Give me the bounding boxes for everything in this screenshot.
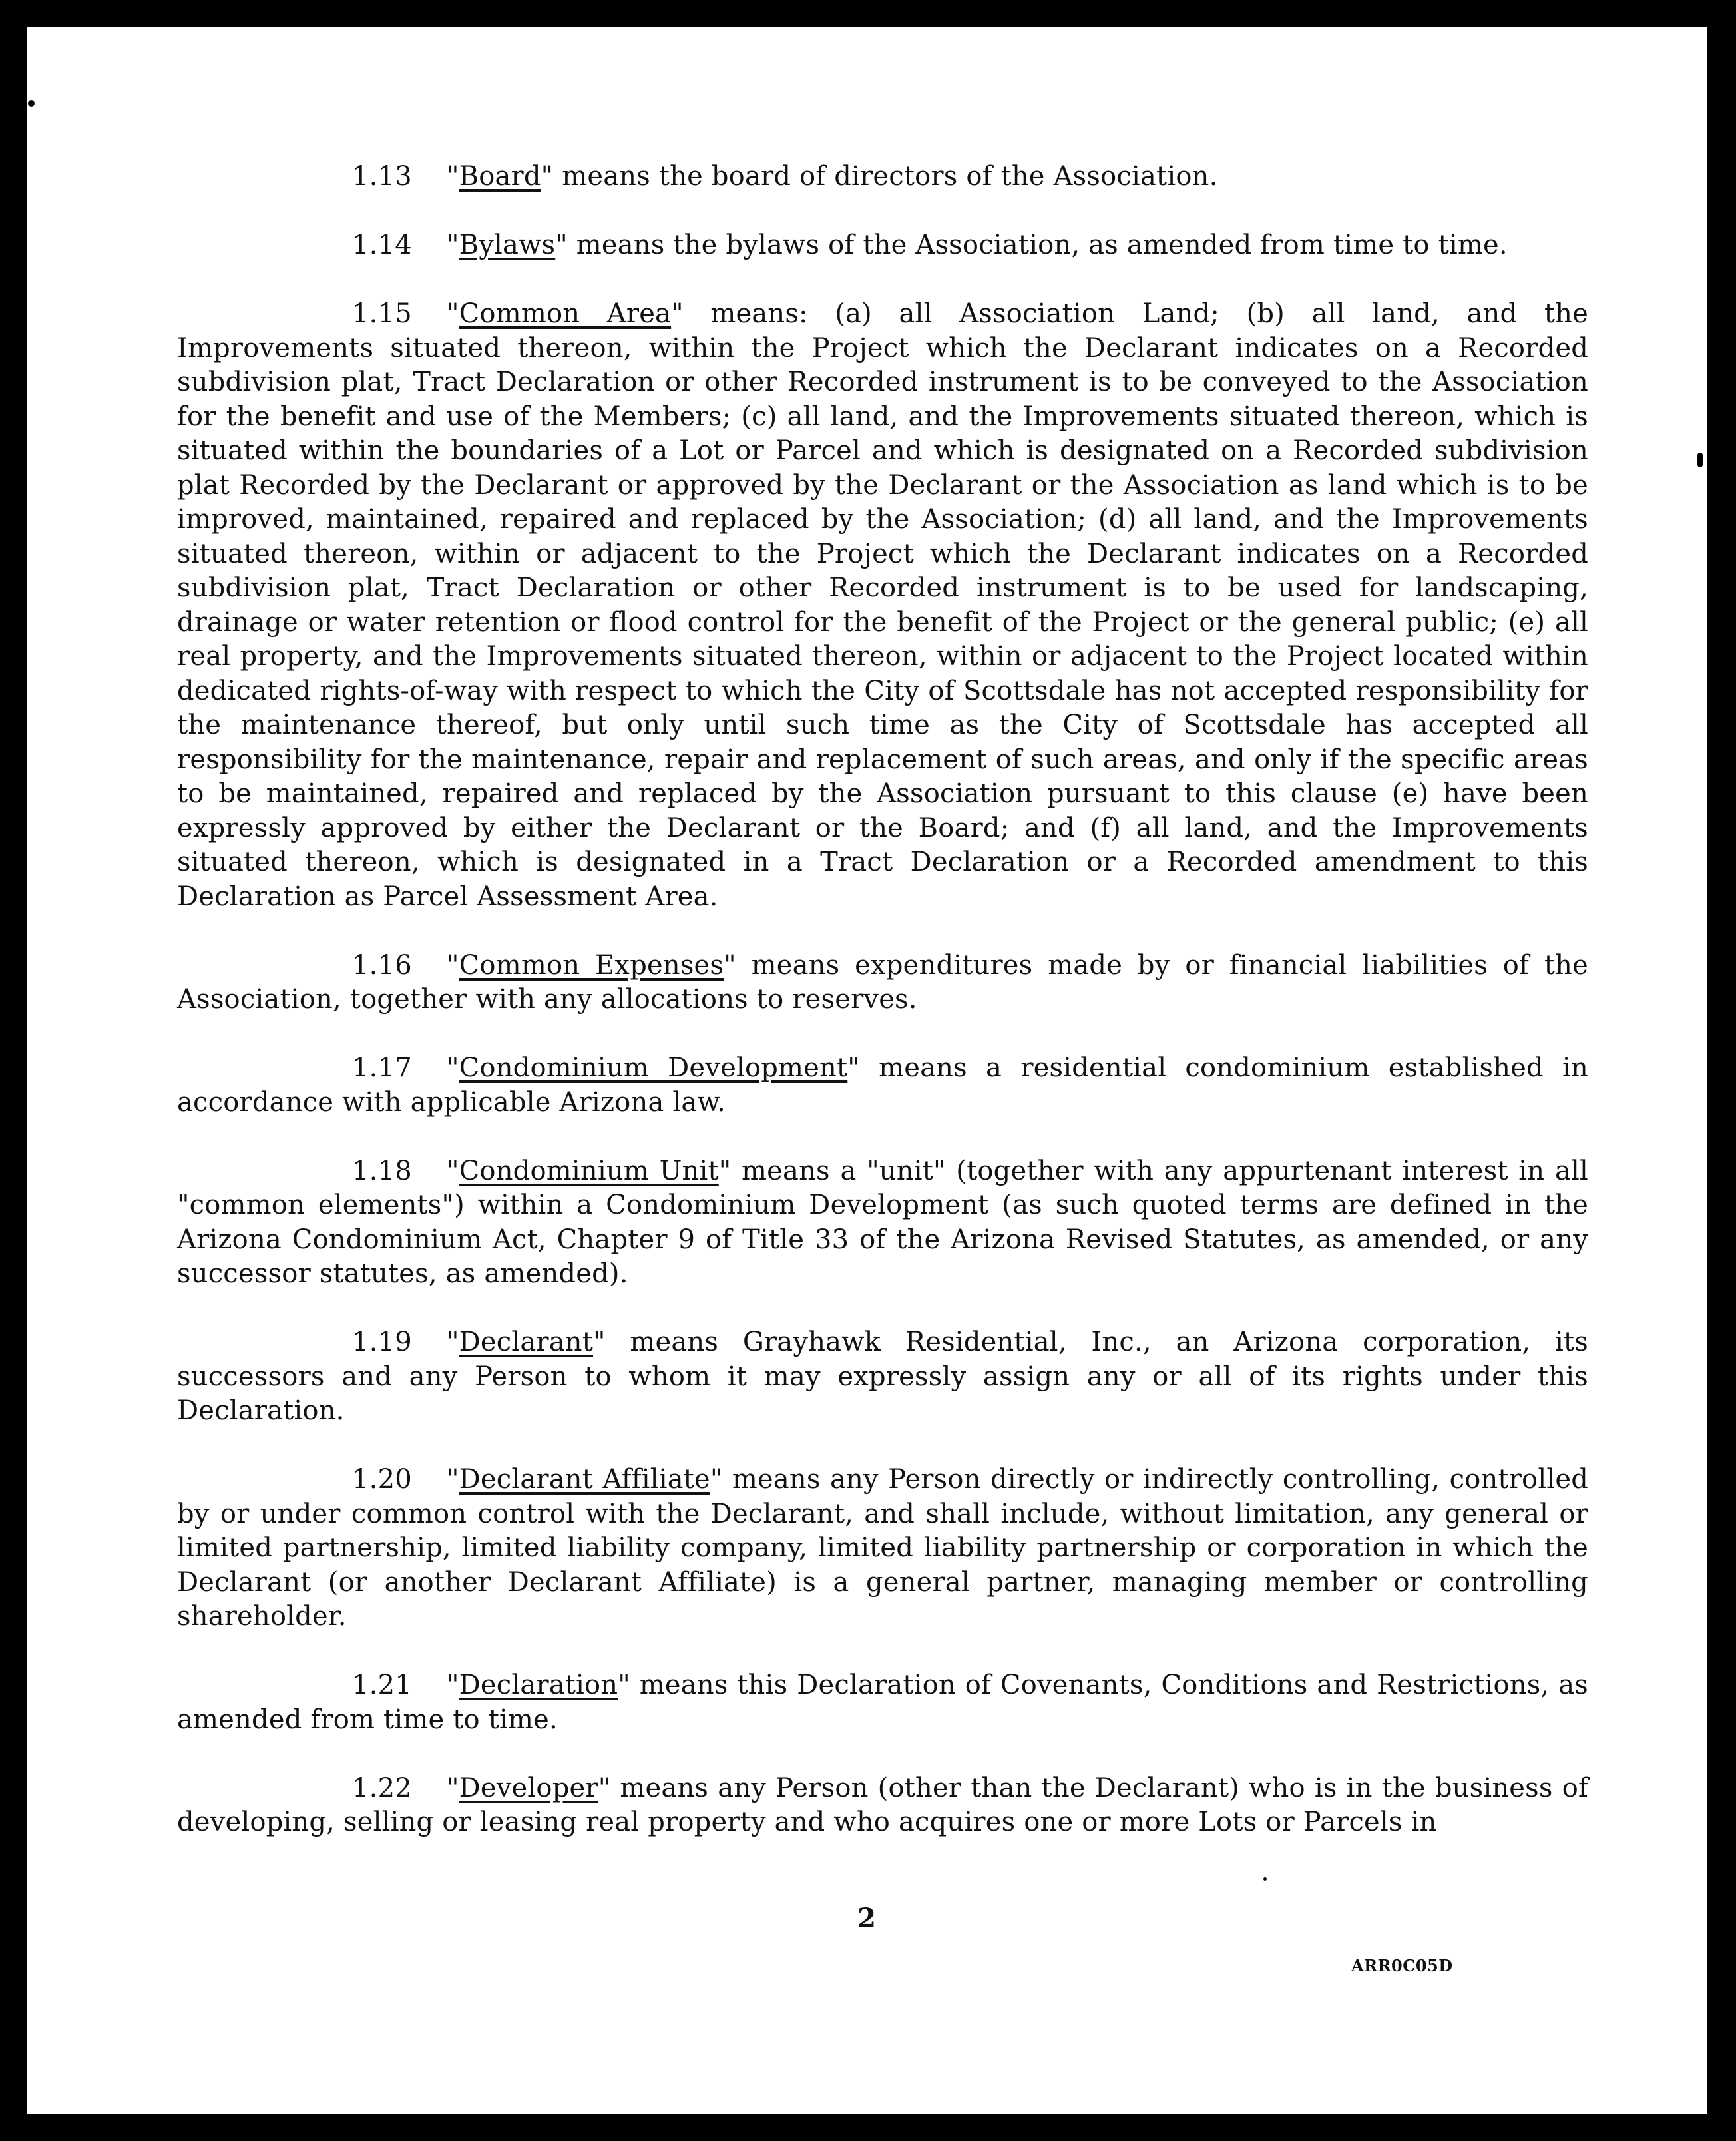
section-text: means this Declaration of Covenants, Conditions and Restrictions, as amended from time to time. xyxy=(177,1670,1588,1735)
section-text: means the board of directors of the Association. xyxy=(553,161,1218,192)
defined-term: Declarant xyxy=(459,1327,593,1357)
section-text: means expenditures made by or financial liabilities of the Association, together with any allocations to reserves. xyxy=(177,949,1588,1015)
defined-term: Bylaws xyxy=(459,230,556,260)
scan-speck xyxy=(1697,453,1703,467)
section-text: means any Person (other than the Declarant) who is in the business of developing, selling or leasing real property and who acquires one or more Lots or Parcels in xyxy=(177,1772,1588,1837)
scan-speck xyxy=(1263,1877,1267,1881)
defined-term: Declaration xyxy=(459,1670,618,1700)
section-1-17: 1.17 "Condominium Development" means a residential condominium established in accordance with applicable Arizona law. xyxy=(177,1053,1588,1118)
section-number: 1.14 xyxy=(352,230,412,260)
section-text: means the bylaws of the Association, as amended from time to time. xyxy=(567,230,1508,260)
defined-term: Board xyxy=(459,161,541,192)
document-page xyxy=(27,27,1707,2114)
defined-term: Condominium Unit xyxy=(459,1155,719,1186)
defined-term: Developer xyxy=(459,1772,598,1803)
section-text: means any Person directly or indirectly controlling, controlled by or under common control with the Declarant, and shall include, without limitation, any general or limited partnership, limited liability company, limited liability partnership or corporation in which the Declarant (or another Declarant Affiliate) is a general partner, managing member or controlling shareholder. xyxy=(177,1464,1588,1632)
section-1-20: 1.20 "Declarant Affiliate" means any Person directly or indirectly controlling, controlled by or under common control with the Declarant, and shall include, without limitation, any general or limited partnership, limited liability company, limited liability partnership or corporation in which the Declarant (or another Declarant Affiliate) is a general partner, managing member or controlling shareholder. xyxy=(177,1464,1588,1632)
document-code: ARR0C05D xyxy=(1351,1956,1453,1975)
section-number: 1.16 xyxy=(352,949,412,981)
section-number: 1.22 xyxy=(352,1772,412,1803)
section-number: 1.17 xyxy=(352,1053,412,1083)
section-number: 1.13 xyxy=(352,161,412,192)
section-1-21: 1.21 "Declaration" means this Declaration of Covenants, Conditions and Restrictions, as amended from time to time. xyxy=(177,1670,1588,1735)
section-number: 1.20 xyxy=(352,1464,412,1495)
section-text: means a "unit" (together with any appurtenant interest in all "common elements") within a Condominium Development (as such quoted terms are defined in the Arizona Condominium Act, Chapter 9 of Title 33 of the Arizona Revised Statutes, as amended, or any successor statutes, as amended). xyxy=(177,1155,1588,1289)
section-1-16: 1.16 "Common Expenses" means expenditures made by or financial liabilities of the Association, together with any allocations to reserves. xyxy=(177,949,1588,1015)
defined-term: Common Expenses xyxy=(459,949,724,981)
page-number: 2 xyxy=(857,1903,876,1934)
section-number: 1.15 xyxy=(352,298,412,329)
document-body xyxy=(177,160,1588,1840)
section-1-15: 1.15 "Common Area" means: (a) all Association Land; (b) all land, and the Improvements situated thereon, within the Project which the Declarant indicates on a Recorded subdivision plat, Tract Declaration or other Recorded instrument is to be conveyed to the Association for the benefit and use of the Members; (c) all land, and the Improvements situated thereon, which is situated within the boundaries of a Lot or Parcel and which is designated on a Recorded subdivision plat Recorded by the Declarant or approved by the Declarant or the Association as land which is to be improved, maintained, repaired and replaced by the Association; (d) all land, and the Improvements situated thereon, within or adjacent to the Project which the Declarant indicates on a Recorded subdivision plat, Tract Declaration or other Recorded instrument is to be used for landscaping, drainage or water retention or flood control for the benefit of the Project or the general public; (e) all real property, and the Improvements situated thereon, within or adjacent to the Project located within dedicated rights-of-way with respect to which the City of Scottsdale has not accepted responsibility for the maintenance thereof, but only until such time as the City of Scottsdale has accepted all responsibility for the maintenance, repair and replacement of such areas, and only if the specific areas to be maintained, repaired and replaced by the Association pursuant to this clause (e) have been expressly approved by either the Declarant or the Board; and (f) all land, and the Improvements situated thereon, which is designated in a Tract Declaration or a Recorded amendment to this Declaration as Parcel Assessment Area. xyxy=(177,298,1588,912)
section-1-18: 1.18 "Condominium Unit" means a "unit" (together with any appurtenant interest in all "common elements") within a Condominium Development (as such quoted terms are defined in the Arizona Condominium Act, Chapter 9 of Title 33 of the Arizona Revised Statutes, as amended, or any successor statutes, as amended). xyxy=(177,1155,1588,1289)
section-1-19: 1.19 "Declarant" means Grayhawk Residential, Inc., an Arizona corporation, its successors and any Person to whom it may expressly assign any or all of its rights under this Declaration. xyxy=(177,1327,1588,1426)
section-1-13: 1.13 "Board" means the board of directors of the Association. xyxy=(177,160,1588,194)
section-number: 1.19 xyxy=(352,1327,412,1357)
section-number: 1.21 xyxy=(352,1670,412,1700)
scan-speck xyxy=(28,100,35,107)
section-1-22: 1.22 "Developer" means any Person (other than the Declarant) who is in the business of developing, selling or leasing real property and who acquires one or more Lots or Parcels in xyxy=(177,1772,1588,1837)
section-text: means Grayhawk Residential, Inc., an Arizona corporation, its successors and any Person to whom it may expressly assign any or all of its rights under this Declaration. xyxy=(177,1327,1588,1426)
defined-term: Declarant Affiliate xyxy=(459,1464,710,1495)
defined-term: Common Area xyxy=(459,298,672,329)
defined-term: Condominium Development xyxy=(459,1053,848,1083)
section-text: means: (a) all Association Land; (b) all land, and the Improvements situated thereon, within the Project which the Declarant indicates on a Recorded subdivision plat, Tract Declaration or other Recorded instrument is to be conveyed to the Association for the benefit and use of the Members; (c) all land, and the Improvements situated thereon, which is situated within the boundaries of a Lot or Parcel and which is designated on a Recorded subdivision plat Recorded by the Declarant or approved by the Declarant or the Association as land which is to be improved, maintained, repaired and replaced by the Association; (d) all land, and the Improvements situated thereon, within or adjacent to the Project which the Declarant indicates on a Recorded subdivision plat, Tract Declaration or other Recorded instrument is to be used for landscaping, drainage or water retention or flood control for the benefit of the Project or the general public; (e) all real property, and the Improvements situated thereon, within or adjacent to the Project located within dedicated rights-of-way with respect to which the City of Scottsdale has not accepted responsibility for the maintenance thereof, but only until such time as the City of Scottsdale has accepted all responsibility for the maintenance, repair and replacement of such areas, and only if the specific areas to be maintained, repaired and replaced by the Association pursuant to this clause (e) have been expressly approved by either the Declarant or the Board; and (f) all land, and the Improvements situated thereon, which is designated in a Tract Declaration or a Recorded amendment to this Declaration as Parcel Assessment Area. xyxy=(177,298,1588,912)
section-1-14: 1.14 "Bylaws" means the bylaws of the Association, as amended from time to time. xyxy=(177,228,1588,263)
section-number: 1.18 xyxy=(352,1155,412,1186)
section-text: means a residential condominium established in accordance with applicable Arizona law. xyxy=(177,1053,1588,1118)
